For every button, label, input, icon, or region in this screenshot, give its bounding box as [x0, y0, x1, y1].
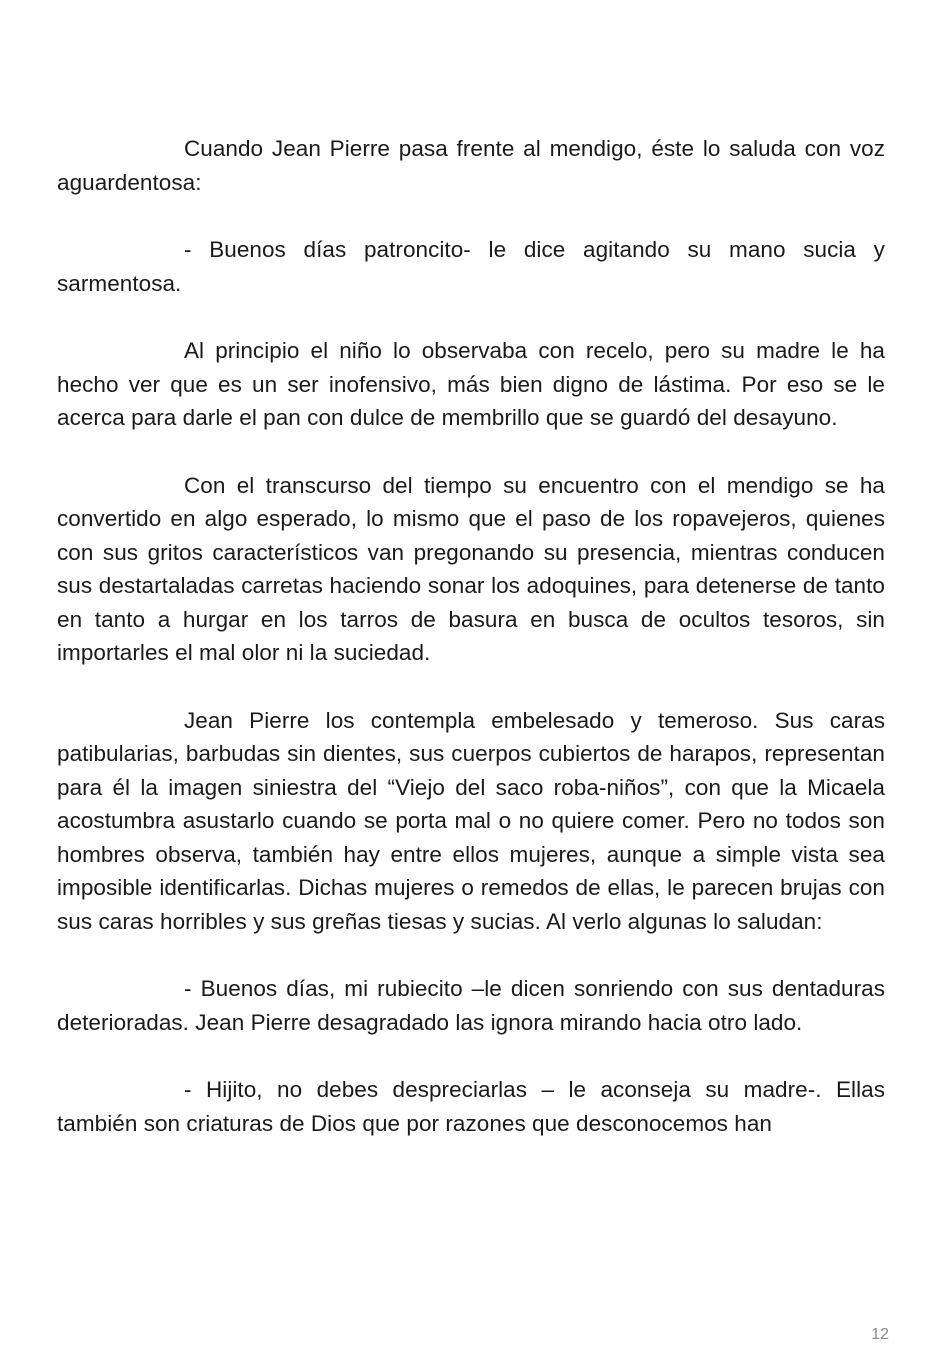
paragraph-7: - Hijito, no debes despreciarlas – le aconseja su madre-. Ellas también son criaturas de Dios que por razones que desconocemos han: [57, 1077, 885, 1136]
paragraph-2: - Buenos días patroncito- le dice agitando su mano sucia y sarmentosa.: [57, 237, 885, 296]
paragraph-5: Jean Pierre los contempla embelesado y temeroso. Sus caras patibularias, barbudas sin dientes, sus cuerpos cubiertos de harapos, representan para él la imagen siniestra del “Viejo del saco roba-niños”, con que la Micaela acostumbra asustarlo cuando se porta mal o no quiere comer. Pero no todos son hombres observa, también hay entre ellos mujeres, aunque a simple vista sea imposible identificarlas. Dichas mujeres o remedos de ellas, le parecen brujas con sus caras horribles y sus greñas tiesas y sucias. Al verlo algunas lo saludan:: [57, 707, 885, 934]
paragraph-6: - Buenos días, mi rubiecito –le dicen sonriendo con sus dentaduras deterioradas. Jean Pierre desagradado las ignora mirando hacia otro lado.: [57, 976, 885, 1035]
paragraph-4: Con el transcurso del tiempo su encuentro con el mendigo se ha convertido en algo esperado, lo mismo que el paso de los ropavejeros, quienes con sus gritos característicos van pregonando su presencia, mientras conducen sus destartaladas carretas haciendo sonar los adoquines, para detenerse de tanto en tanto a hurgar en los tarros de basura en busca de ocultos tesoros, sin importarles el mal olor ni la suciedad.: [57, 472, 885, 665]
paragraph-3: Al principio el niño lo observaba con recelo, pero su madre le ha hecho ver que es un ser inofensivo, más bien digno de lástima. Por eso se le acerca para darle el pan con dulce de membrillo que se guardó del desayuno.: [57, 338, 885, 430]
paragraph-1: Cuando Jean Pierre pasa frente al mendigo, éste lo saluda con voz aguardentosa:: [57, 136, 885, 195]
page-body: [57, 132, 885, 1140]
page-number: 12: [871, 1326, 889, 1343]
